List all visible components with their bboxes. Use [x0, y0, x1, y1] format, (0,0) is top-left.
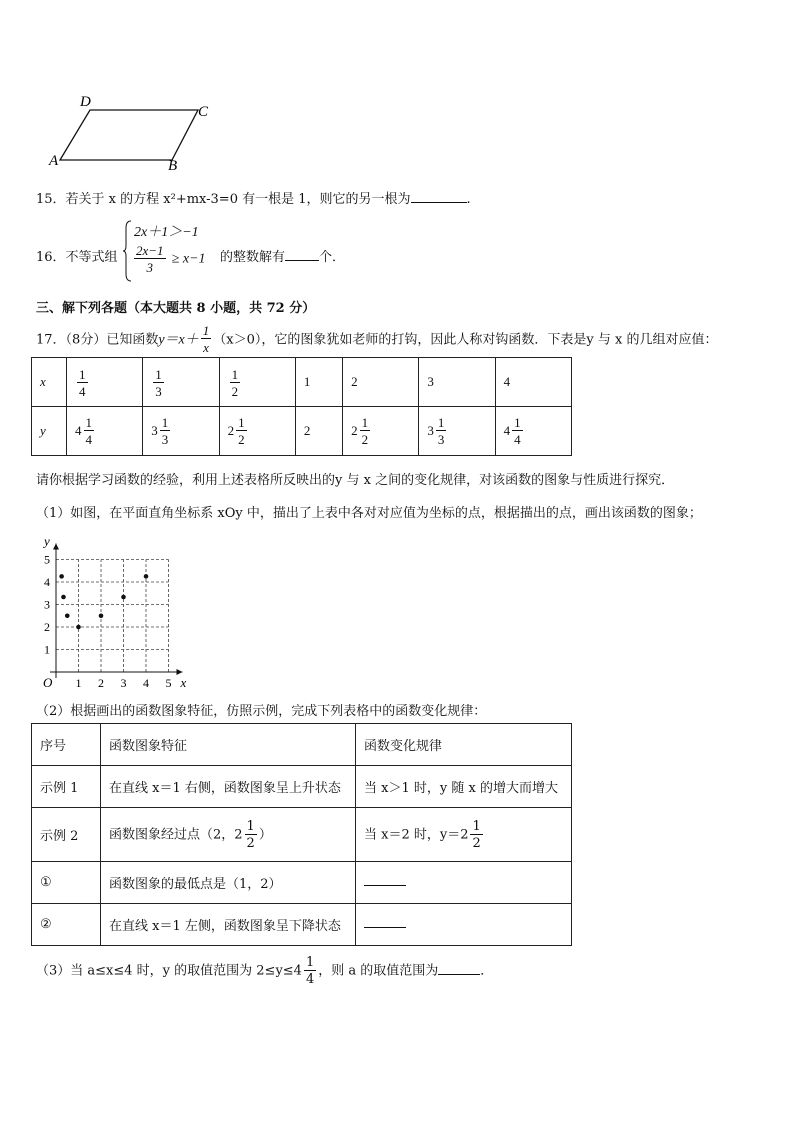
table-cell: 4: [495, 358, 571, 407]
data-point: [59, 574, 64, 579]
data-point: [76, 625, 81, 630]
table-header-row: [32, 724, 572, 766]
y-tick-label: 4: [44, 575, 50, 589]
values-table: [31, 357, 572, 456]
y-tick-label: 2: [44, 620, 50, 634]
row-feature: 函数图象的最低点是（1，2）: [101, 862, 356, 904]
section-3-heading: 三、解下列各题（本大题共 8 小题，共 72 分）: [36, 301, 316, 316]
question-15: [36, 188, 471, 207]
table-cell: 1: [295, 358, 342, 407]
brace-icon: [122, 220, 132, 282]
data-point: [65, 613, 70, 618]
row-feature: 函数图象经过点（2，2 $\frac{1}{2}$ ）: [101, 808, 356, 862]
data-point: [99, 613, 104, 618]
vertex-label-c: C: [198, 104, 209, 120]
table-header-y: y: [32, 407, 67, 456]
y-tick-label: 5: [44, 552, 50, 567]
y-axis-label: y: [44, 533, 50, 549]
instruction-text: 请你根据学习函数的经验，利用上述表格所反映出的y 与 x 之间的变化规律，对该函数的图象与性质进行探究．: [36, 473, 675, 488]
q15-text: 15．若关于 x 的方程 x²+mx-3=0 有一根是 1，则它的另一根为: [36, 192, 411, 207]
q15-end: .: [466, 192, 471, 207]
x-axis-label: x: [180, 675, 187, 690]
table-row: [32, 808, 572, 862]
row-id: ①: [32, 862, 101, 904]
row-feature: 在直线 x＝1 右侧，函数图象呈上升状态: [101, 766, 356, 808]
vertex-label-d: D: [80, 94, 91, 110]
q15-answer-blank[interactable]: [411, 201, 467, 203]
q16-inequality-2-rest: ≥ x−1: [171, 251, 206, 267]
x-tick-label: 1: [75, 676, 82, 690]
rules-table: [31, 723, 572, 946]
row-id: 示例 1: [32, 766, 101, 808]
row-rule: 当 x＞1 时，y 随 x 的增大而增大: [356, 766, 572, 808]
part-3-text: （3）当 a≤x≤4 时，y 的取值范围为 2≤y≤4 $\frac{1}{4}$ ，则 a 的取值范围为 ．: [36, 955, 494, 987]
q16-suffix: 的整数解有 个．: [220, 250, 346, 265]
table-cell: 4 $\frac{1}{4}$: [67, 407, 143, 456]
row-rule[interactable]: [356, 862, 572, 904]
y-tick-label: 3: [44, 597, 50, 612]
q16-prefix: 16．不等式组: [36, 250, 118, 265]
table-cell: $\frac{1}{4}$: [67, 358, 143, 407]
table-row: [32, 862, 572, 904]
table-cell: 2 $\frac{1}{2}$: [219, 407, 295, 456]
table-cell: $\frac{1}{2}$: [219, 358, 295, 407]
part-3-answer-blank[interactable]: [438, 973, 480, 975]
header-id: 序号: [32, 724, 101, 766]
row-rule[interactable]: [356, 904, 572, 946]
question-17-intro: 17．（8分）已知函数y＝x＋ $\frac{1}{x}$ （x＞0），它的图象犹如老师的打钩，因此人称对钩函数．下表是y 与 x 的几组对应值：: [36, 323, 718, 355]
header-rule: 函数变化规律: [356, 724, 572, 766]
q16-answer-blank[interactable]: [285, 259, 319, 261]
table-row-y: [32, 407, 572, 456]
part-1-text: （1）如图，在平面直角坐标系 xOy 中，描出了上表中各对对应值为坐标的点，根据描出的点，画出该函数的图象；: [36, 506, 702, 521]
row-rule: 当 x＝2 时，y＝2 $\frac{1}{2}$: [356, 808, 572, 862]
table-cell: 2 $\frac{1}{2}$: [343, 407, 419, 456]
y-axis-arrow-icon: [53, 544, 59, 550]
table-cell: 4 $\frac{1}{4}$: [495, 407, 571, 456]
part-2-text: （2）根据画出的函数图象特征，仿照示例，完成下列表格中的函数变化规律：: [36, 704, 487, 719]
x-tick-label: 2: [98, 676, 104, 690]
table-row-x: [32, 358, 572, 407]
table-row: [32, 904, 572, 946]
row-feature: 在直线 x＝1 左侧，函数图象呈下降状态: [101, 904, 356, 946]
x-tick-label: 3: [120, 676, 127, 690]
parallelogram-figure: [40, 92, 230, 176]
q16-inequality-1: 2x＋1＞−1: [134, 225, 199, 240]
origin-label: O: [43, 675, 53, 690]
answer-blank-2[interactable]: [364, 926, 406, 928]
question-16: [36, 218, 396, 282]
row-id: 示例 2: [32, 808, 101, 862]
table-cell: 3 $\frac{1}{3}$: [143, 407, 219, 456]
header-feature: 函数图象特征: [101, 724, 356, 766]
x-tick-label: 5: [165, 676, 172, 690]
table-header-x: x: [32, 358, 67, 407]
row-id: ②: [32, 904, 101, 946]
q16-fraction: $\frac{2x-1}{3}$: [136, 243, 164, 275]
y-tick-label: 1: [44, 642, 50, 657]
q16-inequality-2: [132, 244, 206, 274]
table-cell: 2: [295, 407, 342, 456]
table-cell: 3: [419, 358, 495, 407]
table-cell: 3 $\frac{1}{3}$: [419, 407, 495, 456]
data-point: [121, 595, 126, 600]
table-cell: 2: [343, 358, 419, 407]
table-cell: $\frac{1}{3}$: [143, 358, 219, 407]
scatter-chart: [34, 522, 204, 692]
data-point: [61, 595, 66, 600]
vertex-label-b: B: [168, 158, 178, 174]
vertex-label-a: A: [49, 153, 59, 169]
answer-blank-1[interactable]: [364, 884, 406, 886]
x-tick-label: 4: [143, 676, 149, 690]
table-row: [32, 766, 572, 808]
data-point: [144, 574, 149, 579]
